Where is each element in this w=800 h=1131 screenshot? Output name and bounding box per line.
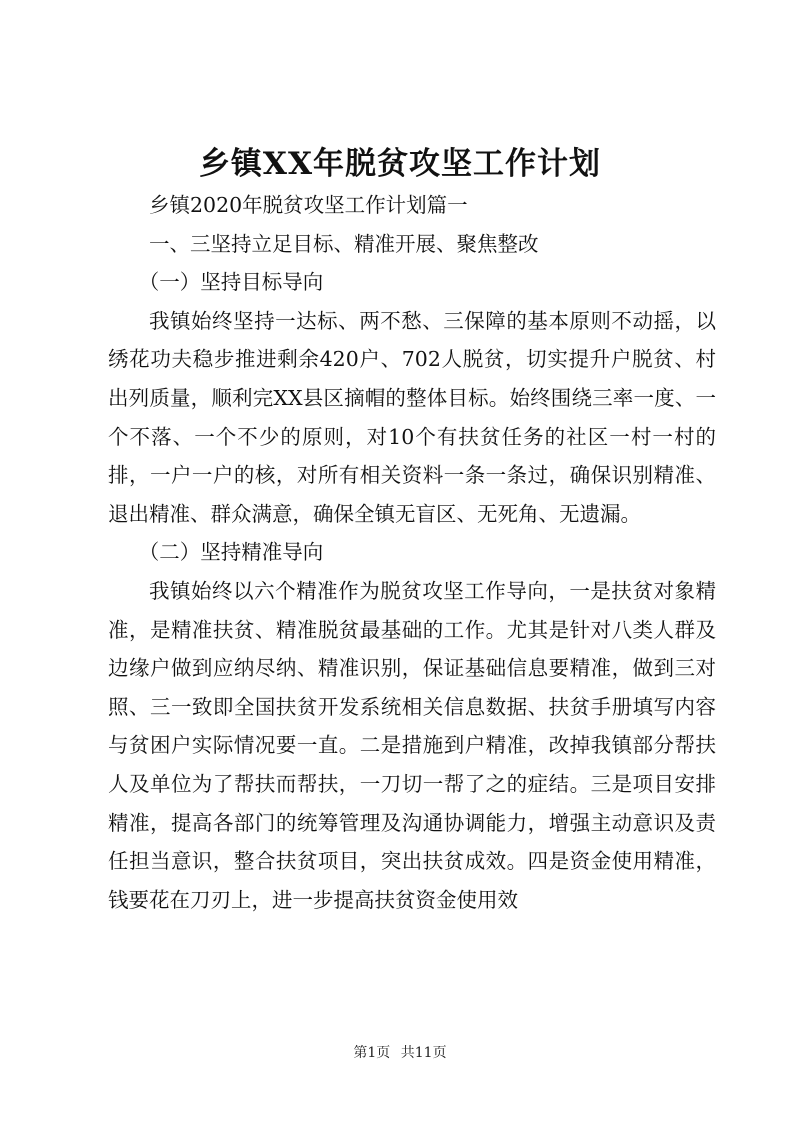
body-paragraph: 我镇始终以六个精准作为脱贫攻坚工作导向，一是扶贫对象精准，是精准扶贫、精准脱贫最基础的工作。尤其是针对八类人群及边缘户做到应纳尽纳、精准识别，保证基础信息要精准，做到三对照、三一致即全国扶贫开发系统相关信息数据、扶贫手册填写内容与贫困户实际情况要一直。二是措施到户精准，改掉我镇部分帮扶人及单位为了帮扶而帮扶，一刀切一帮了之的症结。三是项目安排精准，提高各部门的统筹管理及沟通协调能力，增强主动意识及责任担当意识，整合扶贫项目，突出扶贫成效。四是资金使用精准，钱要花在刀刃上，进一步提高扶贫资金使用效: [108, 578, 716, 912]
section-heading: 一、三坚持立足目标、精准开展、聚焦整改: [149, 231, 539, 256]
page-footer: [0, 1042, 800, 1062]
document-title: 乡镇XX年脱贫攻坚工作计划: [198, 146, 602, 182]
subsection-heading: （二）坚持精准导向: [138, 540, 324, 565]
page-total: 共11页: [400, 1045, 447, 1061]
subsection-heading: （一）坚持目标导向: [138, 270, 324, 295]
body-paragraph: 我镇始终坚持一达标、两不愁、三保障的基本原则不动摇，以绣花功夫稳步推进剩余420户、702人脱贫，切实提升户脱贫、村出列质量，顺利完XX县区摘帽的整体目标。始终围绕三率一度、一个不落、一个不少的原则，对10个有扶贫任务的社区一村一村的排，一户一户的核，对所有相关资料一条一条过，确保识别精准、退出精准、群众满意，确保全镇无盲区、无死角、无遗漏。: [108, 308, 716, 526]
document-body: [108, 186, 716, 919]
subtitle-paragraph: 乡镇2020年脱贫攻坚工作计划篇一: [149, 193, 468, 217]
page-number: 第1页: [353, 1045, 391, 1061]
